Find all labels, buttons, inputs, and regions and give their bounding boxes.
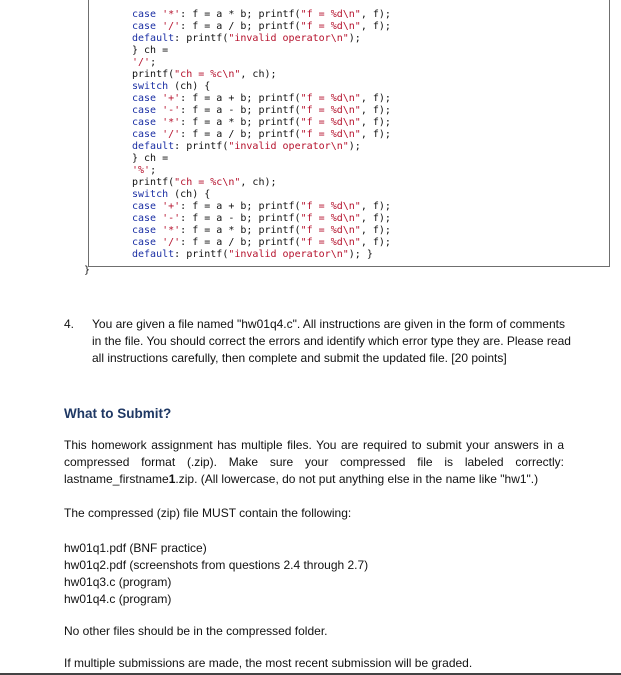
- code-token: printf(: [132, 177, 175, 188]
- code-line: [132, 141, 391, 153]
- code-line: [132, 165, 391, 177]
- code-line: [132, 177, 391, 189]
- code-line: [132, 81, 391, 93]
- code-token: (ch) {: [168, 81, 211, 92]
- code-token: } ch =: [132, 153, 169, 164]
- code-token: "f = %d\n": [300, 237, 361, 248]
- code-token: '%': [132, 165, 151, 176]
- code-token: : f = a * b; printf(: [180, 225, 301, 236]
- code-token: : f = a + b; printf(: [180, 93, 301, 104]
- code-token: '+': [162, 201, 181, 212]
- code-line: [132, 213, 391, 225]
- filename-note: (All lowercase, do not put anything else in the name like "hw1".): [197, 472, 539, 486]
- code-line: [132, 93, 391, 105]
- code-token: '*': [162, 9, 181, 20]
- code-token: default: [132, 249, 175, 260]
- code-token: case: [132, 21, 163, 32]
- code-line: [132, 9, 391, 21]
- code-token: );: [348, 33, 361, 44]
- code-token: "f = %d\n": [300, 225, 361, 236]
- code-token: "f = %d\n": [300, 93, 361, 104]
- code-token: switch: [132, 81, 169, 92]
- code-token: } ch =: [132, 45, 169, 56]
- code-token: , f);: [360, 105, 391, 116]
- question-number: 4.: [64, 317, 75, 331]
- file-item: hw01q2.pdf (screenshots from questions 2.4 through 2.7): [64, 558, 369, 572]
- code-line: [132, 225, 391, 237]
- no-other-files: No other files should be in the compressed folder.: [64, 624, 328, 638]
- code-token: , f);: [360, 237, 391, 248]
- code-token: );: [348, 141, 361, 152]
- question-text: You are given a file named "hw01q4.c". All instructions are given in the form of comments in the file. You should correct the errors and identify which error type they are. Please read all instructions carefully, then complete and submit the updated file. [20 points]: [92, 317, 571, 365]
- code-line: [132, 117, 391, 129]
- submit-intro-text: This homework assignment has multiple files. You are required to submit your answers in a compressed format (.zip). Make sure your compressed file is labeled correctly:: [64, 438, 564, 469]
- code-token: , ch);: [240, 69, 277, 80]
- code-token: '+': [162, 93, 181, 104]
- code-token: "f = %d\n": [300, 21, 361, 32]
- code-token: : f = a * b; printf(: [180, 9, 301, 20]
- code-token: "ch = %c\n": [174, 177, 241, 188]
- submit-intro: [64, 437, 564, 488]
- code-line: [132, 105, 391, 117]
- code-token: '-': [162, 213, 181, 224]
- filename-suffix: .zip.: [175, 472, 198, 486]
- code-token: case: [132, 225, 163, 236]
- code-token: '/': [132, 57, 151, 68]
- code-line: [132, 249, 391, 261]
- code-token: "f = %d\n": [300, 201, 361, 212]
- code-token: "f = %d\n": [300, 9, 361, 20]
- code-token: '/': [162, 237, 181, 248]
- code-token: , f);: [360, 129, 391, 140]
- code-token: , f);: [360, 117, 391, 128]
- code-token: '/': [162, 21, 181, 32]
- code-token: ); }: [348, 249, 373, 260]
- code-token: case: [132, 213, 163, 224]
- code-token: default: [132, 141, 175, 152]
- code-token: : printf(: [174, 33, 229, 44]
- code-line: [132, 69, 391, 81]
- code-token: : f = a * b; printf(: [180, 117, 301, 128]
- filename-prefix: lastname_firstname: [64, 472, 169, 486]
- code-token: , f);: [360, 93, 391, 104]
- code-token: "f = %d\n": [300, 129, 361, 140]
- code-token: , ch);: [240, 177, 277, 188]
- code-line: [132, 45, 391, 57]
- file-item: hw01q3.c (program): [64, 575, 172, 589]
- code-line: [132, 153, 391, 165]
- filename-bold: 1: [168, 472, 176, 486]
- code-token: case: [132, 117, 163, 128]
- code-token: : f = a / b; printf(: [180, 237, 301, 248]
- code-token: '-': [162, 105, 181, 116]
- code-token: : f = a / b; printf(: [180, 129, 301, 140]
- code-token: , f);: [360, 201, 391, 212]
- code-token: : f = a - b; printf(: [180, 213, 301, 224]
- code-token: "invalid operator\n": [228, 141, 349, 152]
- code-token: : printf(: [174, 249, 229, 260]
- closing-brace: }: [84, 265, 91, 276]
- code-line: [132, 33, 391, 45]
- code-token: "f = %d\n": [300, 213, 361, 224]
- code-token: '*': [162, 225, 181, 236]
- code-token: , f);: [360, 225, 391, 236]
- code-token: "invalid operator\n": [228, 249, 349, 260]
- code-token: : printf(: [174, 141, 229, 152]
- code-token: (ch) {: [168, 189, 211, 200]
- multiple-submissions: If multiple submissions are made, the most recent submission will be graded.: [64, 656, 473, 670]
- code-token: ;: [150, 165, 157, 176]
- section-heading: What to Submit?: [64, 406, 172, 421]
- code-token: , f);: [360, 21, 391, 32]
- code-token: printf(: [132, 69, 175, 80]
- code-line: [132, 57, 391, 69]
- code-token: case: [132, 129, 163, 140]
- code-token: case: [132, 237, 163, 248]
- code-token: "f = %d\n": [300, 117, 361, 128]
- code-token: : f = a - b; printf(: [180, 105, 301, 116]
- must-contain: The compressed (zip) file MUST contain the following:: [64, 506, 352, 520]
- code-token: , f);: [360, 213, 391, 224]
- code-token: "ch = %c\n": [174, 69, 241, 80]
- file-item: hw01q4.c (program): [64, 592, 172, 606]
- code-line: [132, 189, 391, 201]
- code-token: case: [132, 93, 163, 104]
- code-token: : f = a / b; printf(: [180, 21, 301, 32]
- code-token: default: [132, 33, 175, 44]
- code-line: [132, 129, 391, 141]
- code-token: case: [132, 9, 163, 20]
- file-list: [64, 540, 368, 608]
- code-token: case: [132, 105, 163, 116]
- code-token: : f = a + b; printf(: [180, 201, 301, 212]
- code-listing: [132, 9, 391, 261]
- code-token: case: [132, 201, 163, 212]
- file-item: hw01q1.pdf (BNF practice): [64, 541, 207, 555]
- code-token: "f = %d\n": [300, 105, 361, 116]
- code-token: switch: [132, 189, 169, 200]
- code-line: [132, 201, 391, 213]
- code-token: , f);: [360, 9, 391, 20]
- code-token: ;: [150, 57, 157, 68]
- code-line: [132, 237, 391, 249]
- code-line: [132, 21, 391, 33]
- code-token: '/': [162, 129, 181, 140]
- code-token: '*': [162, 117, 181, 128]
- code-token: "invalid operator\n": [228, 33, 349, 44]
